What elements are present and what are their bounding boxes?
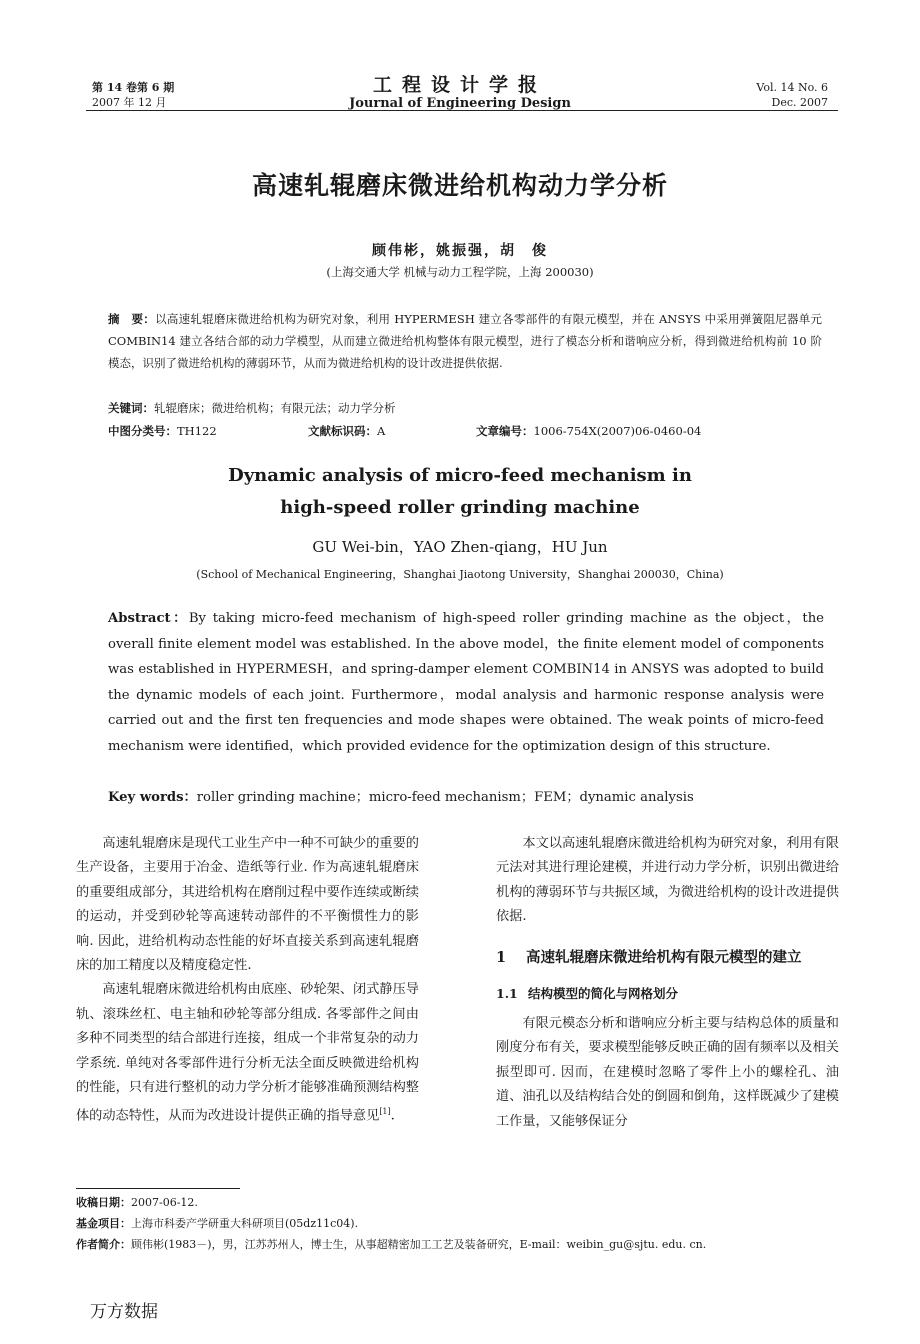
- wanfang-brand-mark: 万方数据: [90, 1302, 158, 1322]
- subsection-title: 结构模型的简化与网格划分: [528, 985, 679, 1001]
- authors-en: GU Wei-bin，YAO Zhen-qiang，HU Jun: [312, 538, 608, 556]
- body-right-column: [496, 832, 839, 1134]
- clc-label: 中图分类号：: [108, 424, 177, 438]
- doc-label: 文献标识码：: [308, 424, 377, 438]
- keywords-en: [108, 786, 694, 805]
- body-paragraph: 有限元模态分析和谐响应分析主要与结构总体的质量和刚度分布有关，要求模型能够反映正确的固有频率以及相关振型即可. 因而，在建模时忽略了零件上小的螺栓孔、油道、油孔以及结构结合处的倒圆和倒角，这样既减少了建模工作量，又能够保证分: [496, 1016, 839, 1129]
- body-text: 高速轧辊磨床微进给机构由底座、砂轮架、闭式静压导轨、滚珠丝杠、电主轴和砂轮等部分组成. 各零部件之间由多种不同类型的结合部进行连接，组成一个非常复杂的动力学系统. 单纯对各零部件进行分析无法全面反映微进给机构的性能，只有进行整机的动力学分析才能够准确预测结构整体的动态特性，从而为改进设计提供正确的指导意见: [76, 982, 419, 1124]
- abstract-cn: [108, 308, 822, 374]
- article-value: 1006-754X(2007)06-0460-04: [533, 424, 702, 438]
- doc-code: [308, 423, 385, 439]
- abstract-en: [108, 606, 824, 759]
- header-rule: [86, 110, 838, 111]
- clc-value: TH122: [177, 424, 217, 438]
- received-value: 2007-06-12.: [131, 1196, 198, 1209]
- keywords-cn-text: 轧辊磨床；微进给机构；有限元法；动力学分析: [154, 401, 396, 415]
- volume-en: Vol. 14 No. 6: [756, 81, 828, 94]
- article-number: [476, 423, 701, 439]
- abstract-cn-text: 以高速轧辊磨床微进给机构为研究对象，利用 HYPERMESH 建立各零部件的有限元模型，并在 ANSYS 中采用弹簧阻尼器单元 COMBIN14 建立各结合部的动力学模型，从而建立微进给机构整体有限元模型，进行了模态分析和谐响应分析，得到微进给机构前 10 阶模态，识别了微进给机构的薄弱环节，从而为微进给机构的设计改进提供依据.: [108, 312, 823, 370]
- keywords-en-label: Key words：: [108, 790, 197, 805]
- subsection-number: 1.1: [496, 985, 518, 1001]
- section-number: 1: [496, 948, 507, 966]
- footnote-rule: [76, 1188, 240, 1189]
- footnotes: [76, 1192, 706, 1255]
- paper-title-cn: 高速轧辊磨床微进给机构动力学分析: [251, 171, 668, 200]
- abstract-en-label: Abstract：: [108, 611, 189, 626]
- volume-cn: 第 14 卷第 6 期: [92, 81, 175, 94]
- keywords-cn-label: 关键词：: [108, 401, 154, 415]
- footnote-fund: [76, 1213, 706, 1234]
- title-en-line1: Dynamic analysis of micro-feed mechanism in: [228, 465, 692, 486]
- received-label: 收稿日期：: [76, 1196, 131, 1209]
- date-cn: 2007 年 12 月: [92, 96, 167, 109]
- keywords-cn: [108, 400, 396, 416]
- body-left-column: [76, 832, 419, 1129]
- footnote-author: [76, 1234, 706, 1255]
- author-label: 作者简介：: [76, 1238, 131, 1251]
- body-text-end: .: [390, 1108, 395, 1124]
- abstract-en-text: By taking micro-feed mechanism of high-speed roller grinding machine as the object，the overall finite element model was established. In the above model，the finite element model of components was established in HYPERMESH，and spring-damper element COMBIN14 in ANSYS was adopted to build the dynamic models of each joint. Furthermore，modal analysis and harmonic response analysis were carried out and the first ten frequencies and mode shapes were obtained. The weak points of micro-feed mechanism were identified，which provided evidence for the optimization design of this structure.: [108, 611, 824, 754]
- doc-value: A: [377, 424, 386, 438]
- authors-cn: 顾伟彬，姚振强，胡 俊: [372, 243, 548, 259]
- fund-label: 基金项目：: [76, 1217, 131, 1230]
- author-value: 顾伟彬(1983－)，男，江苏苏州人，博士生，从事超精密加工工艺及装备研究，E-mail：weibin_gu@sjtu. edu. cn.: [131, 1238, 707, 1251]
- footnote-received: [76, 1192, 706, 1213]
- fund-value: 上海市科委产学研重大科研项目(05dz11c04).: [131, 1217, 359, 1230]
- body-paragraph: [76, 978, 419, 1129]
- body-paragraph: 高速轧辊磨床是现代工业生产中一种不可缺少的重要的生产设备，主要用于冶金、造纸等行业. 作为高速轧辊磨床的重要组成部分，其进给机构在磨削过程中要作连续或断续的运动，并受到砂轮等高速转动部件的不平衡惯性力的影响. 因此，进给机构动态性能的好坏直接关系到高速轧辊磨床的加工精度以及精度稳定性.: [76, 836, 419, 974]
- date-en: Dec. 2007: [771, 96, 828, 109]
- clc-code: [108, 423, 217, 439]
- journal-name-en: Journal of Engineering Design: [349, 96, 571, 111]
- subsection-heading: [496, 982, 839, 1006]
- journal-name-cn: 工程设计学报: [372, 74, 547, 96]
- keywords-en-text: roller grinding machine；micro-feed mechanism；FEM；dynamic analysis: [196, 790, 694, 805]
- affiliation-en: (School of Mechanical Engineering，Shanghai Jiaotong University，Shanghai 200030，China): [196, 568, 724, 581]
- article-label: 文章编号：: [476, 424, 534, 438]
- header-volume-en: [756, 80, 828, 110]
- section-title: 高速轧辊磨床微进给机构有限元模型的建立: [526, 948, 802, 966]
- abstract-cn-label: 摘 要：: [108, 312, 156, 326]
- section-heading: [496, 944, 839, 972]
- body-paragraph: 本文以高速轧辊磨床微进给机构为研究对象，利用有限元法对其进行理论建模，并进行动力学分析，识别出微进给机构的薄弱环节与共振区域，为微进给机构的设计改进提供依据.: [496, 836, 839, 925]
- title-en-line2: high-speed roller grinding machine: [280, 497, 640, 518]
- paper-title-en: [0, 460, 920, 524]
- citation-ref: [1]: [379, 1107, 391, 1117]
- affiliation-cn: (上海交通大学 机械与动力工程学院，上海 200030): [326, 265, 594, 279]
